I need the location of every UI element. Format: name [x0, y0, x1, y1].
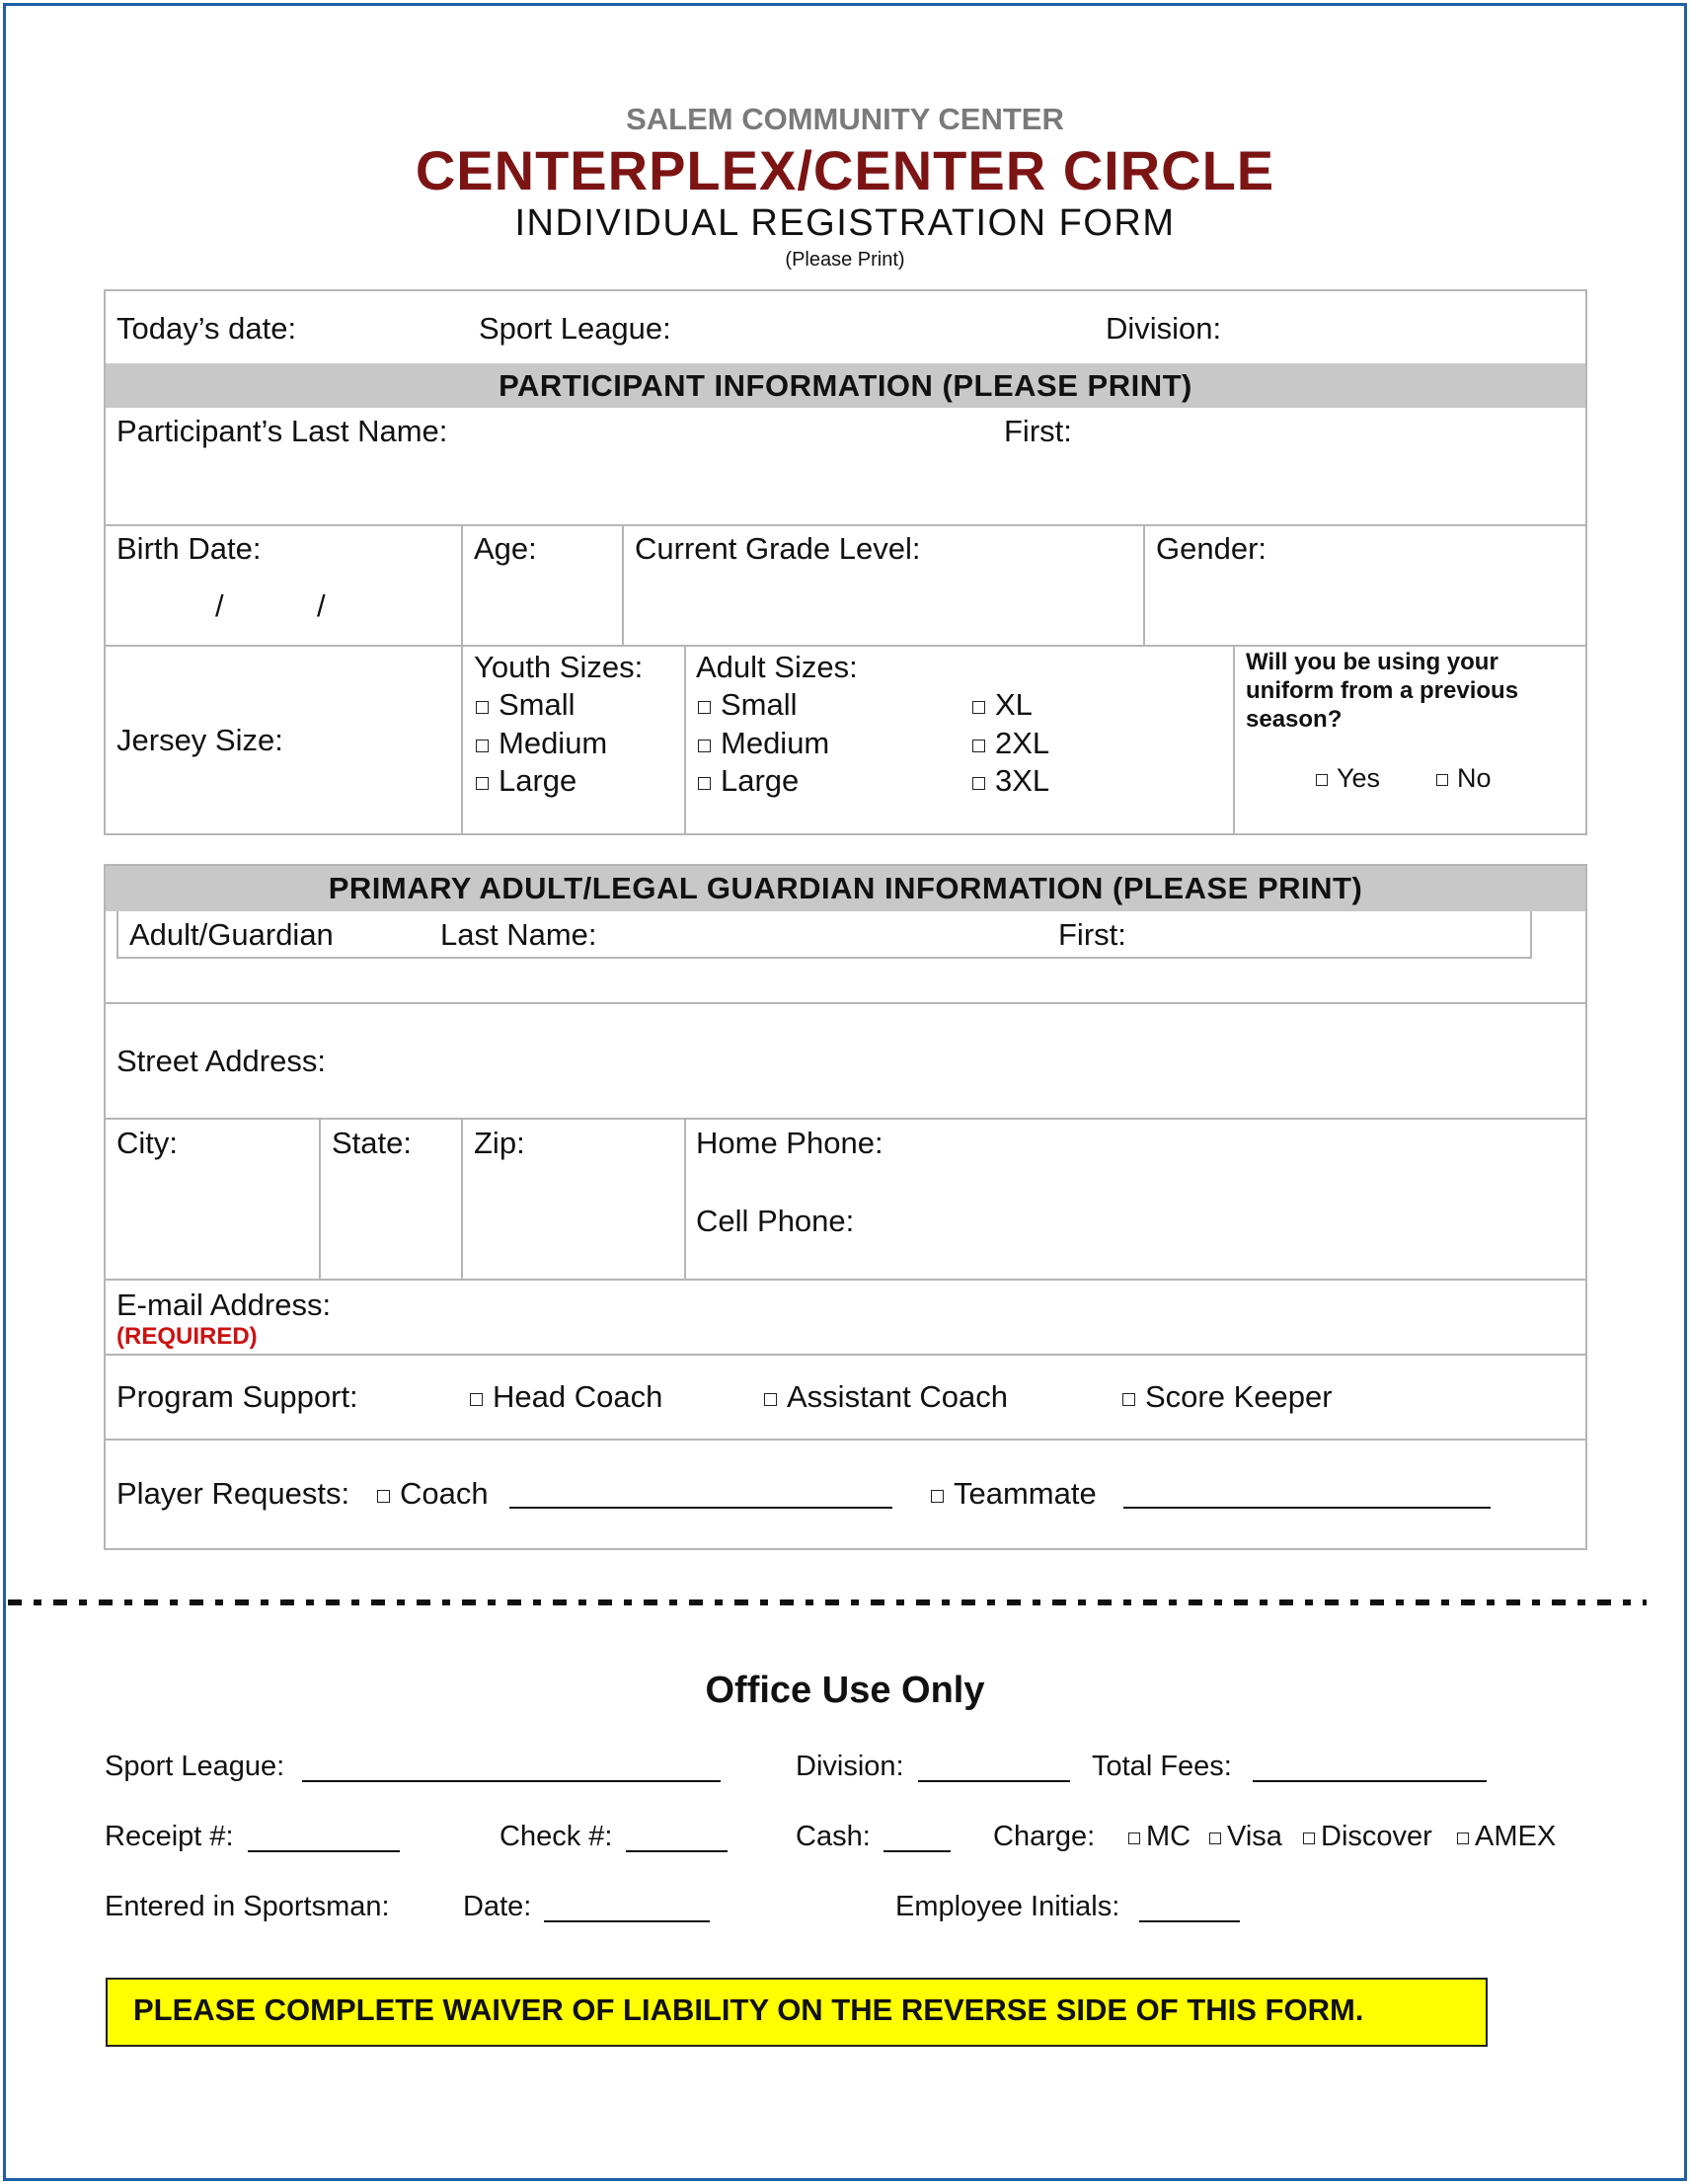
form-subtitle: INDIVIDUAL REGISTRATION FORM [514, 202, 1176, 244]
office-check-line[interactable] [626, 1827, 728, 1852]
score-keeper-checkbox[interactable]: Score Keeper [1122, 1379, 1333, 1415]
teammate-request-checkbox[interactable]: Teammate [931, 1476, 1097, 1512]
checkbox-icon [1128, 1833, 1140, 1844]
checkbox-icon [1316, 774, 1328, 786]
adult-size-small-checkbox[interactable]: Small [698, 687, 798, 723]
checkbox-icon [972, 777, 985, 790]
adult-size-xl-checkbox[interactable]: XL [972, 687, 1033, 723]
office-entered-label: Entered in Sportsman: [105, 1891, 390, 1922]
office-receipt-label: Receipt #: [105, 1821, 234, 1852]
divider [461, 524, 463, 834]
program-support-label: Program Support: [116, 1379, 358, 1414]
waiver-notice-text: PLEASE COMPLETE WAIVER OF LIABILITY ON THE REVERSE SIDE OF THIS FORM. [133, 1992, 1364, 2027]
zip-field[interactable]: Zip: [474, 1126, 525, 1160]
office-cash-label: Cash: [796, 1821, 871, 1852]
participant-first-name-field[interactable]: First: [1004, 414, 1072, 448]
divider [684, 645, 686, 834]
division-field[interactable]: Division: [1106, 311, 1222, 346]
checkbox-icon [476, 777, 489, 790]
todays-date-field[interactable]: Today’s date: [116, 311, 297, 346]
birth-date-slash: / [215, 588, 224, 623]
teammate-request-line[interactable] [1123, 1483, 1491, 1509]
office-division-line[interactable] [918, 1756, 1070, 1782]
checkbox-icon [698, 777, 711, 790]
checkbox-icon [1436, 774, 1448, 786]
charge-amex-checkbox[interactable]: AMEX [1457, 1821, 1556, 1853]
uniform-question: Will you be using your uniform from a previous season? [1246, 649, 1519, 733]
divider [106, 1439, 1585, 1441]
guardian-first-name-field[interactable]: First: [1058, 917, 1126, 952]
divider [1143, 524, 1145, 646]
jersey-size-label: Jersey Size: [116, 723, 283, 757]
divider [461, 1118, 463, 1280]
youth-sizes-label: Youth Sizes: [474, 650, 644, 684]
player-requests-label: Player Requests: [116, 1476, 350, 1511]
divider [106, 645, 1585, 647]
divider [106, 524, 1585, 526]
youth-size-large-checkbox[interactable]: Large [476, 763, 576, 799]
gender-field[interactable]: Gender: [1156, 531, 1268, 566]
form-title: CENTERPLEX/CENTER CIRCLE [415, 139, 1275, 201]
charge-discover-checkbox[interactable]: Discover [1303, 1821, 1432, 1853]
checkbox-icon [476, 740, 489, 752]
office-charge-label: Charge: [993, 1821, 1096, 1852]
office-date-line[interactable] [544, 1897, 710, 1922]
checkbox-icon [470, 1393, 483, 1406]
org-name: SALEM COMMUNITY CENTER [626, 102, 1064, 136]
office-sport-league-line[interactable] [302, 1756, 721, 1782]
adult-size-3xl-checkbox[interactable]: 3XL [972, 763, 1049, 799]
office-total-fees-label: Total Fees: [1092, 1751, 1232, 1782]
checkbox-icon [972, 740, 985, 752]
charge-mc-checkbox[interactable]: MC [1128, 1821, 1191, 1853]
checkbox-icon [377, 1490, 390, 1503]
divider [684, 1118, 686, 1280]
divider [319, 1118, 321, 1280]
birth-date-field[interactable]: Birth Date: [116, 531, 262, 566]
office-use-title: Office Use Only [705, 1670, 985, 1711]
divider [622, 524, 624, 646]
uniform-no-checkbox[interactable]: No [1436, 763, 1492, 794]
adult-guardian-label: Adult/Guardian [129, 917, 334, 952]
guardian-section-header: PRIMARY ADULT/LEGAL GUARDIAN INFORMATION (PLEASE PRINT) [106, 866, 1585, 911]
state-field[interactable]: State: [332, 1126, 412, 1160]
head-coach-checkbox[interactable]: Head Coach [470, 1379, 662, 1415]
divider [1233, 645, 1235, 834]
checkbox-icon [931, 1490, 944, 1503]
age-field[interactable]: Age: [474, 531, 537, 566]
birth-date-slash: / [317, 588, 326, 623]
office-initials-label: Employee Initials: [895, 1891, 1120, 1922]
cell-phone-field[interactable]: Cell Phone: [696, 1204, 855, 1238]
divider [106, 1354, 1585, 1356]
street-address-field[interactable]: Street Address: [116, 1044, 326, 1078]
adult-size-medium-checkbox[interactable]: Medium [698, 726, 829, 761]
youth-size-medium-checkbox[interactable]: Medium [476, 726, 607, 761]
uniform-yes-checkbox[interactable]: Yes [1316, 763, 1380, 794]
office-date-label: Date: [463, 1891, 532, 1922]
participant-section-header: PARTICIPANT INFORMATION (PLEASE PRINT) [106, 363, 1585, 408]
office-cash-line[interactable] [883, 1827, 951, 1852]
office-initials-line[interactable] [1139, 1897, 1240, 1922]
office-division-label: Division: [796, 1751, 904, 1782]
grade-level-field[interactable]: Current Grade Level: [635, 531, 921, 566]
adult-size-2xl-checkbox[interactable]: 2XL [972, 726, 1049, 761]
youth-size-small-checkbox[interactable]: Small [476, 687, 576, 723]
checkbox-icon [698, 740, 711, 752]
office-total-fees-line[interactable] [1253, 1756, 1487, 1782]
checkbox-icon [972, 701, 985, 714]
city-field[interactable]: City: [116, 1126, 178, 1160]
cut-line [8, 1599, 1647, 1605]
checkbox-icon [1303, 1833, 1315, 1844]
home-phone-field[interactable]: Home Phone: [696, 1126, 883, 1160]
participant-last-name-field[interactable]: Participant’s Last Name: [116, 414, 448, 448]
office-check-label: Check #: [499, 1821, 613, 1852]
coach-request-checkbox[interactable]: Coach [377, 1476, 489, 1512]
checkbox-icon [1122, 1393, 1135, 1406]
guardian-last-name-field[interactable]: Last Name: [440, 917, 597, 952]
divider [106, 1002, 1585, 1004]
divider [106, 1279, 1585, 1281]
coach-request-line[interactable] [509, 1483, 892, 1509]
sport-league-field[interactable]: Sport League: [479, 311, 671, 346]
charge-visa-checkbox[interactable]: Visa [1209, 1821, 1282, 1853]
checkbox-icon [476, 701, 489, 714]
checkbox-icon [1209, 1833, 1221, 1844]
assistant-coach-checkbox[interactable]: Assistant Coach [764, 1379, 1008, 1415]
adult-size-large-checkbox[interactable]: Large [698, 763, 799, 799]
email-required-note: (REQUIRED) [116, 1323, 258, 1350]
office-receipt-line[interactable] [248, 1827, 400, 1852]
email-field[interactable]: E-mail Address: [116, 1287, 332, 1322]
checkbox-icon [698, 701, 711, 714]
checkbox-icon [1457, 1833, 1469, 1844]
divider [106, 1118, 1585, 1120]
adult-sizes-label: Adult Sizes: [696, 650, 858, 684]
please-print-note: (Please Print) [785, 249, 905, 271]
office-sport-league-label: Sport League: [105, 1751, 285, 1782]
checkbox-icon [764, 1393, 777, 1406]
